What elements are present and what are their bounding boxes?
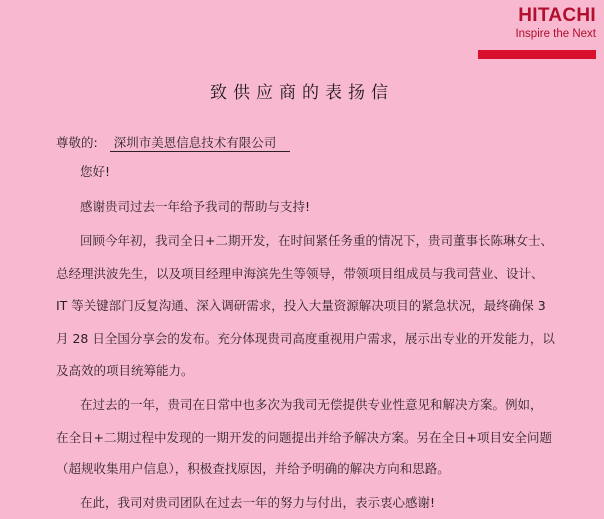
body-line: IT 等关键部门反复沟通、深入调研需求，投入大量资源解决项目的紧急状况，最终确保 3 <box>56 298 546 313</box>
salutation <box>56 133 290 152</box>
logo-tagline: Inspire the Next <box>515 28 596 40</box>
logo-accent-bar <box>478 50 596 59</box>
salutation-prefix: 尊敬的: <box>56 135 98 150</box>
recipient-company: 深圳市美恩信息技术有限公司 <box>110 133 291 152</box>
body-line: 回顾今年初，我司全日+二期开发，在时间紧任务重的情况下，贵司董事长陈琳女士、 <box>80 233 553 248</box>
letter-title: 致供应商的表扬信 <box>210 83 394 103</box>
closing-line: 在此，我司对贵司团队在过去一年的努力与付出，表示衷心感谢! <box>80 495 436 510</box>
body-line: 及高效的项目统筹能力。 <box>56 363 194 378</box>
logo-brand: HITACHI <box>518 5 596 26</box>
body-line: 在全日+二期过程中发现的一期开发的问题提出并给予解决方案。另在全日+项目安全问题 <box>56 430 552 445</box>
thanks-line: 感谢贵司过去一年给予我司的帮助与支持! <box>80 199 311 214</box>
hitachi-logo <box>478 6 596 41</box>
body-line: 总经理洪波先生，以及项目经理申海滨先生等领导，带领项目组成员与我司营业、设计、 <box>56 266 544 281</box>
body-line: 月 28 日全国分享会的发布。充分体现贵司高度重视用户需求，展示出专业的开发能力，以 <box>56 331 555 346</box>
body-line: 在过去的一年，贵司在日常中也多次为我司无偿提供专业性意见和解决方案。例如， <box>80 397 543 412</box>
body-line: （超规收集用户信息），积极查找原因，并给予明确的解决方向和思路。 <box>56 461 450 476</box>
greeting-line: 您好! <box>80 164 111 179</box>
